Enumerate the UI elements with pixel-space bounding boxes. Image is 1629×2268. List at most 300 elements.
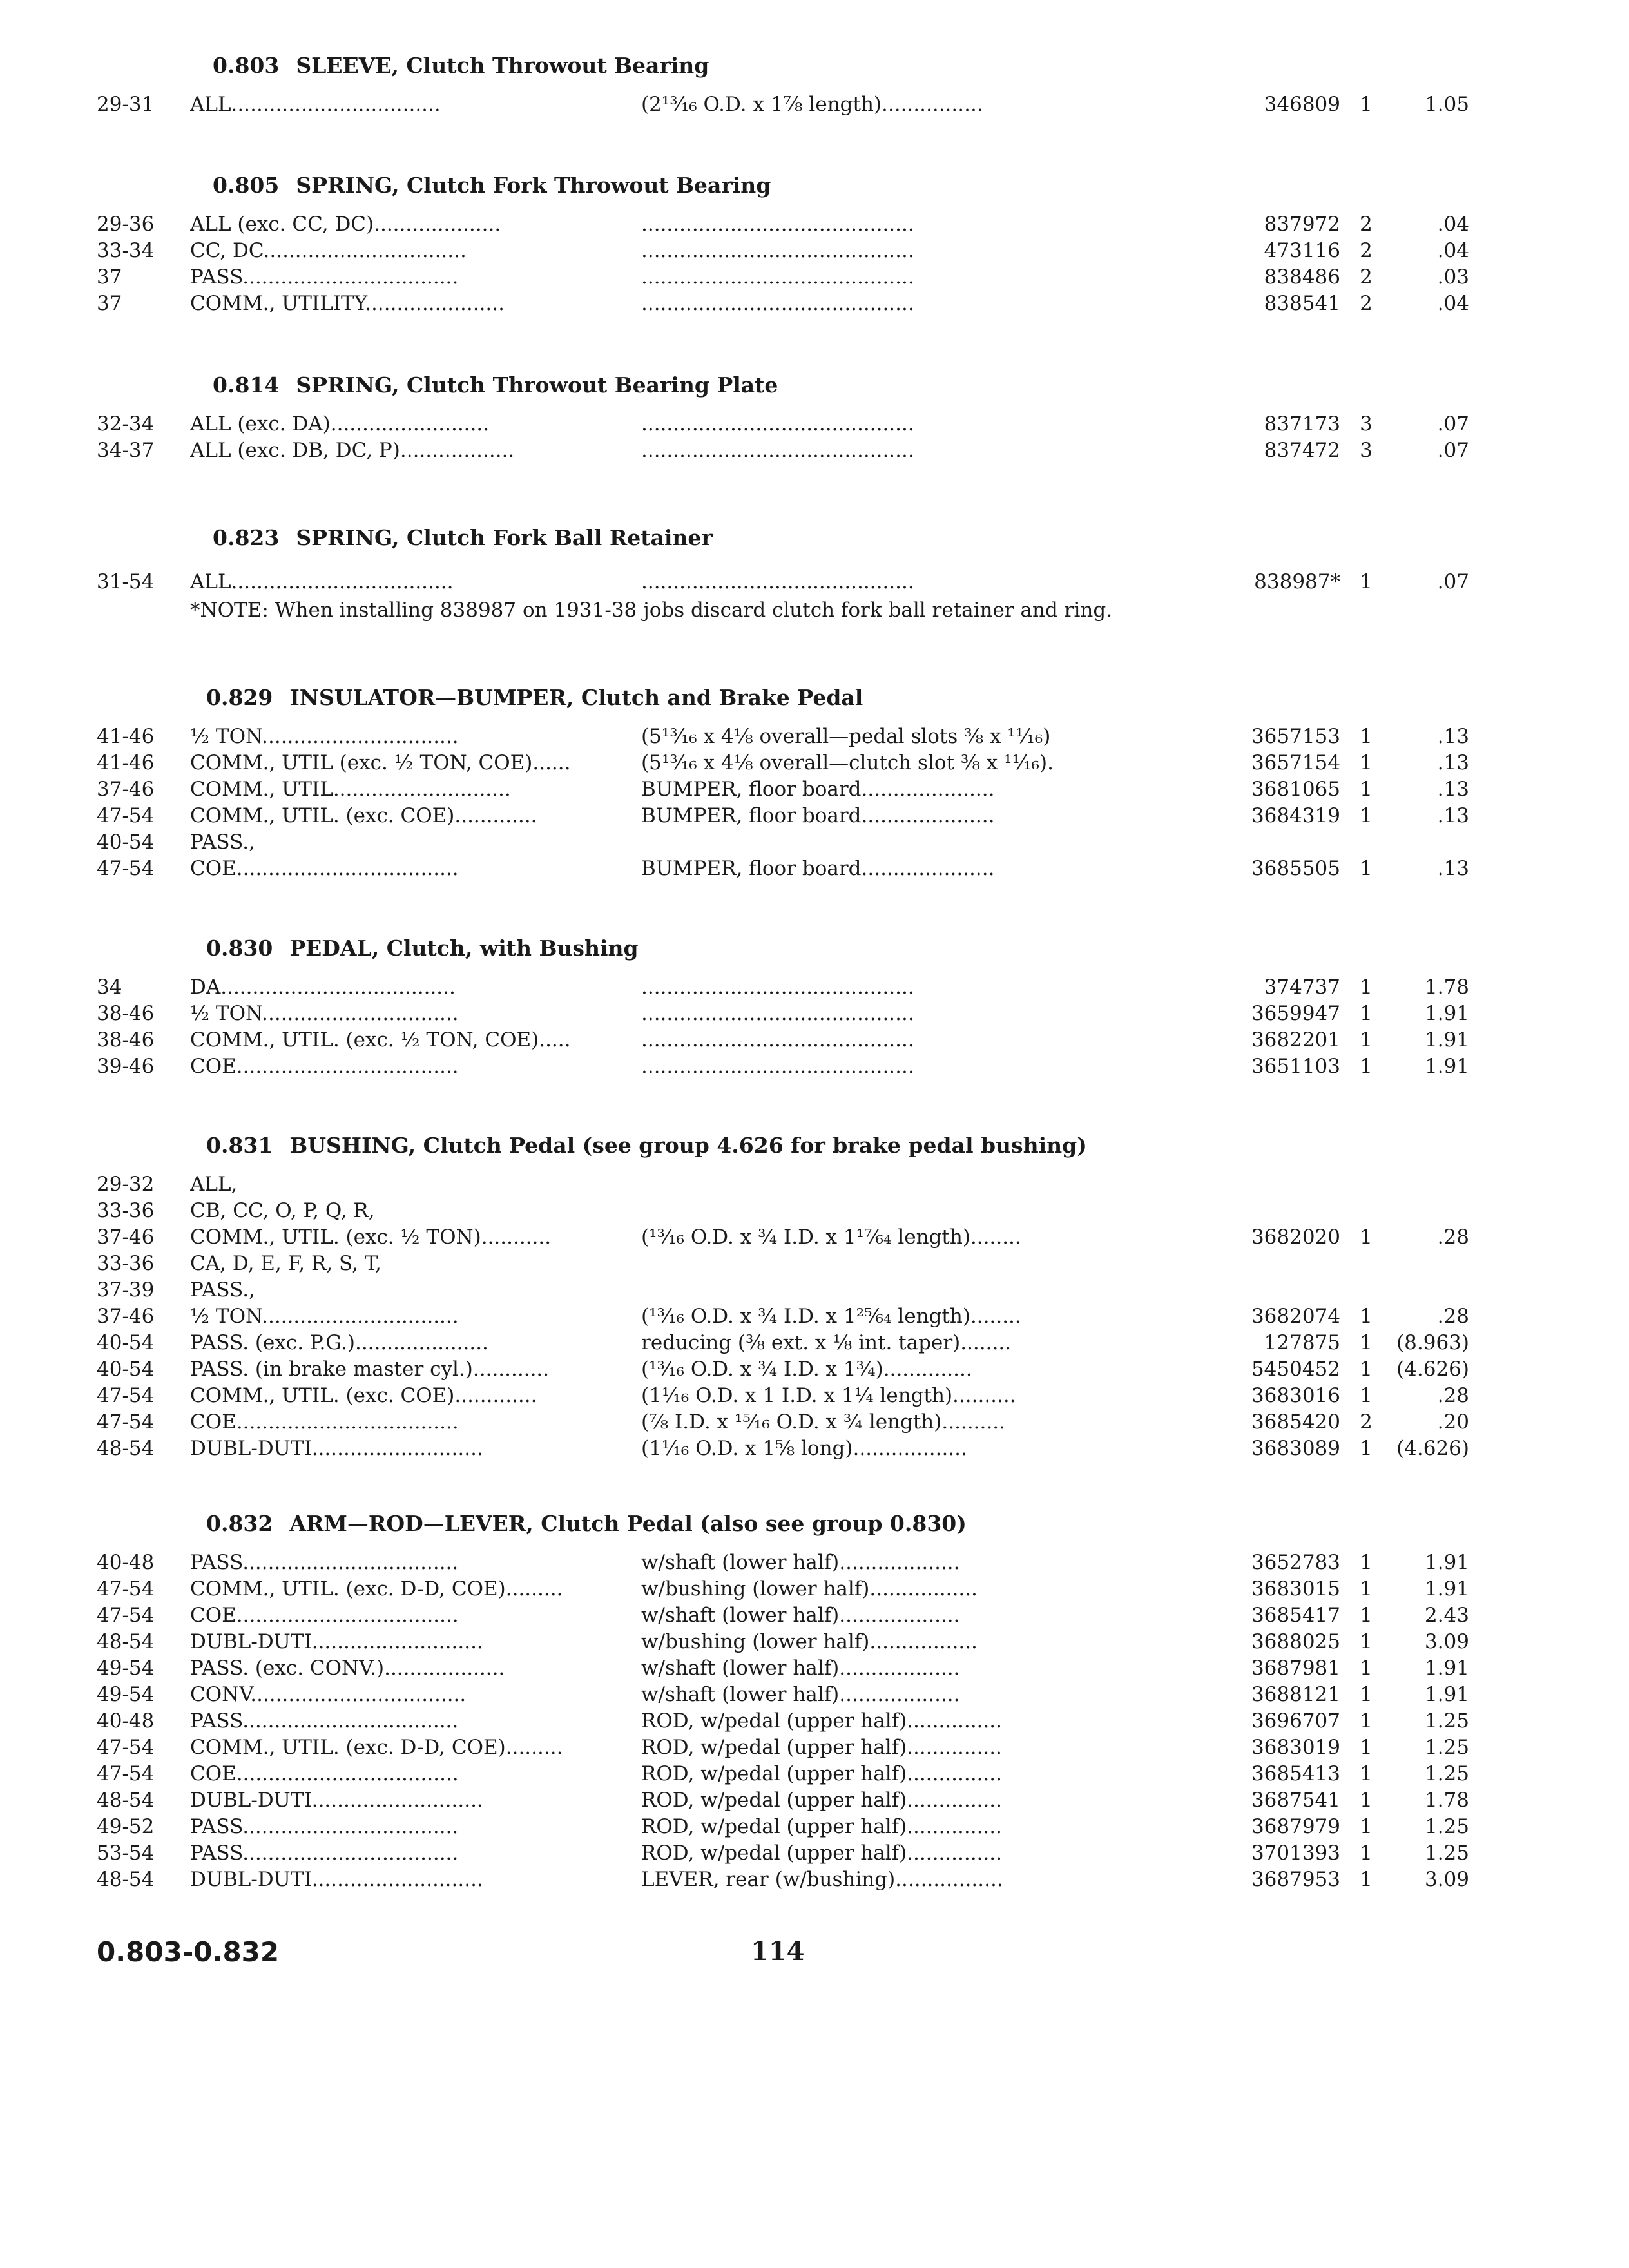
application-cell: PASS..................................: [190, 265, 459, 289]
quantity-cell: 1: [1360, 1789, 1373, 1812]
section-title: SPRING, Clutch Fork Throwout Bearing: [296, 173, 771, 198]
section-heading: [213, 519, 1534, 557]
price-cell: .07: [1437, 439, 1469, 462]
table-row: [97, 856, 1469, 882]
part-number-cell: 346809: [1264, 93, 1340, 116]
section-title: SPRING, Clutch Throwout Bearing Plate: [296, 372, 778, 398]
years-cell: 48-54: [97, 1868, 155, 1891]
description-cell: w/shaft (lower half)...................: [641, 1551, 960, 1574]
price-cell: .13: [1437, 725, 1469, 748]
application-cell: COMM., UTIL............................: [190, 778, 511, 801]
price-cell: .07: [1437, 412, 1469, 436]
table-row: [97, 1409, 1469, 1436]
application-cell: COE...................................: [190, 857, 459, 880]
application-cell: ½ TON...............................: [190, 1305, 459, 1328]
quantity-cell: 1: [1360, 857, 1373, 880]
application-cell: CONV..................................: [190, 1683, 467, 1706]
table-row: [97, 1576, 1469, 1602]
price-cell: (4.626): [1396, 1437, 1469, 1460]
quantity-cell: 1: [1360, 1709, 1373, 1733]
section-heading: [206, 1504, 1527, 1543]
quantity-cell: 2: [1360, 265, 1373, 289]
years-cell: 40-54: [97, 1358, 155, 1381]
part-number-cell: 374737: [1264, 975, 1340, 999]
price-cell: .20: [1437, 1410, 1469, 1434]
quantity-cell: 1: [1360, 1358, 1373, 1381]
description-cell: ROD, w/pedal (upper half)...............: [641, 1789, 1002, 1812]
price-cell: 1.05: [1424, 93, 1469, 116]
description-cell: ROD, w/pedal (upper half)...............: [641, 1762, 1002, 1785]
table-row: [97, 238, 1469, 264]
section-title: INSULATOR—BUMPER, Clutch and Brake Pedal: [289, 685, 863, 710]
years-cell: 40-48: [97, 1709, 155, 1733]
part-number-cell: 3685420: [1251, 1410, 1340, 1434]
years-cell: 29-32: [97, 1173, 155, 1196]
section-heading: [213, 46, 1534, 85]
application-cell: ALL.................................: [190, 93, 441, 116]
table-row: [97, 1001, 1469, 1027]
table-row: [97, 91, 1469, 118]
section-title: BUSHING, Clutch Pedal (see group 4.626 for brake pedal bushing): [289, 1133, 1087, 1158]
part-number-cell: 3683015: [1251, 1577, 1340, 1600]
part-number-cell: 3652783: [1251, 1551, 1340, 1574]
section-title: ARM—ROD—LEVER, Clutch Pedal (also see group 0.830): [289, 1511, 967, 1536]
years-cell: 37: [97, 265, 122, 289]
table-row: [97, 1224, 1469, 1251]
table-row: [97, 1735, 1469, 1761]
section-heading: [206, 678, 1527, 717]
table-row: [97, 776, 1469, 803]
years-cell: 40-54: [97, 1331, 155, 1354]
years-cell: 48-54: [97, 1630, 155, 1653]
table-row: [97, 411, 1469, 437]
price-cell: 3.09: [1424, 1630, 1469, 1653]
table-row: [97, 1867, 1469, 1893]
table-row: [97, 1708, 1469, 1735]
description-cell: ...........................................: [641, 570, 914, 593]
years-cell: 34-37: [97, 439, 155, 462]
section-0-832: [97, 1504, 1469, 1893]
table-row: [97, 724, 1469, 750]
application-cell: DUBL-DUTI...........................: [190, 1437, 483, 1460]
description-cell: ...........................................: [641, 213, 914, 236]
price-cell: .04: [1437, 239, 1469, 262]
application-cell: COE...................................: [190, 1055, 459, 1078]
part-number-cell: 3685505: [1251, 857, 1340, 880]
description-cell: (⅞ I.D. x ¹⁵⁄₁₆ O.D. x ¾ length)..........: [641, 1410, 1005, 1434]
table-row: [97, 264, 1469, 291]
part-number-cell: 3682201: [1251, 1028, 1340, 1052]
description-cell: ROD, w/pedal (upper half)...............: [641, 1736, 1002, 1759]
price-cell: .13: [1437, 778, 1469, 801]
quantity-cell: 1: [1360, 804, 1373, 827]
application-cell: ½ TON...............................: [190, 1002, 459, 1025]
table-row: [97, 291, 1469, 317]
part-number-cell: 838987*: [1254, 570, 1340, 593]
part-number-cell: 3685417: [1251, 1604, 1340, 1627]
section-0-829: [97, 678, 1469, 882]
section-number: 0.814: [213, 372, 280, 398]
application-cell: ALL...................................: [190, 570, 454, 593]
application-cell: ALL (exc. DA).........................: [190, 412, 490, 436]
part-number-cell: 3657153: [1251, 725, 1340, 748]
application-cell: CC, DC................................: [190, 239, 467, 262]
table-row: [97, 803, 1469, 829]
application-cell: CB, CC, O, P, Q, R,: [190, 1199, 375, 1222]
years-cell: 33-36: [97, 1199, 155, 1222]
years-cell: 48-54: [97, 1789, 155, 1812]
application-cell: PASS.,: [190, 1278, 255, 1302]
price-cell: 1.78: [1424, 975, 1469, 999]
description-cell: ...........................................: [641, 1055, 914, 1078]
application-cell: COMM., UTIL. (exc. COE).............: [190, 804, 537, 827]
years-cell: 47-54: [97, 1762, 155, 1785]
price-cell: .13: [1437, 804, 1469, 827]
section-number: 0.832: [206, 1511, 273, 1536]
table-row: [97, 1171, 1418, 1198]
description-cell: w/shaft (lower half)...................: [641, 1657, 960, 1680]
description-cell: ...........................................: [641, 292, 914, 315]
quantity-cell: 1: [1360, 1551, 1373, 1574]
price-cell: 1.91: [1424, 1055, 1469, 1078]
table-row: [97, 211, 1469, 238]
years-cell: 41-46: [97, 751, 155, 774]
part-number-cell: 3687981: [1251, 1657, 1340, 1680]
years-cell: 37: [97, 292, 122, 315]
price-cell: 1.25: [1424, 1736, 1469, 1759]
application-cell: PASS. (exc. P.G.).....................: [190, 1331, 488, 1354]
table-row: [97, 750, 1469, 776]
years-cell: 49-54: [97, 1657, 155, 1680]
section-heading: [213, 366, 1534, 405]
quantity-cell: 3: [1360, 412, 1373, 436]
section-0-805: [97, 166, 1469, 317]
price-cell: 1.25: [1424, 1762, 1469, 1785]
application-cell: ALL,: [190, 1173, 238, 1196]
years-cell: 49-54: [97, 1683, 155, 1706]
years-cell: 37-46: [97, 778, 155, 801]
application-cell: COMM., UTIL. (exc. D-D, COE).........: [190, 1577, 563, 1600]
quantity-cell: 1: [1360, 570, 1373, 593]
application-cell: PASS. (in brake master cyl.)............: [190, 1358, 550, 1381]
description-cell: (¹³⁄₁₆ O.D. x ¾ I.D. x 1²⁵⁄₆₄ length)........: [641, 1305, 1021, 1328]
application-cell: COMM., UTIL. (exc. ½ TON)...........: [190, 1225, 552, 1249]
part-number-cell: 3684319: [1251, 804, 1340, 827]
table-row: [97, 1027, 1469, 1053]
quantity-cell: 3: [1360, 439, 1373, 462]
description-cell: ROD, w/pedal (upper half)...............: [641, 1815, 1002, 1838]
section-title: PEDAL, Clutch, with Bushing: [289, 936, 639, 961]
quantity-cell: 2: [1360, 292, 1373, 315]
years-cell: 29-36: [97, 213, 155, 236]
section-0-814: [97, 366, 1469, 464]
table-row: [97, 1550, 1469, 1576]
price-cell: 1.91: [1424, 1683, 1469, 1706]
description-cell: (1¹⁄₁₆ O.D. x 1⅝ long)..................: [641, 1437, 967, 1460]
part-number-cell: 838541: [1264, 292, 1340, 315]
quantity-cell: 1: [1360, 778, 1373, 801]
part-number-cell: 3682020: [1251, 1225, 1340, 1249]
description-cell: (2¹³⁄₁₆ O.D. x 1⅞ length)................: [641, 93, 983, 116]
application-cell: COMM., UTIL. (exc. D-D, COE).........: [190, 1736, 563, 1759]
price-cell: .28: [1437, 1225, 1469, 1249]
part-number-cell: 473116: [1264, 239, 1340, 262]
quantity-cell: 1: [1360, 1683, 1373, 1706]
description-cell: BUMPER, floor board.....................: [641, 804, 995, 827]
section-number: 0.831: [206, 1133, 273, 1158]
price-cell: .03: [1437, 265, 1469, 289]
application-cell: DUBL-DUTI...........................: [190, 1868, 483, 1891]
years-cell: 47-54: [97, 1604, 155, 1627]
quantity-cell: 1: [1360, 1437, 1373, 1460]
part-number-cell: 3681065: [1251, 778, 1340, 801]
section-0-823: [97, 519, 1469, 625]
price-cell: 1.25: [1424, 1841, 1469, 1865]
section-0-831: [97, 1126, 1469, 1462]
application-cell: PASS..................................: [190, 1551, 459, 1574]
application-cell: COMM., UTIL (exc. ½ TON, COE)......: [190, 751, 571, 774]
years-cell: 47-54: [97, 1384, 155, 1407]
price-cell: .28: [1437, 1305, 1469, 1328]
price-cell: (8.963): [1396, 1331, 1469, 1354]
group-range: 0.803-0.832: [97, 1936, 280, 1968]
years-cell: 31-54: [97, 570, 155, 593]
application-cell: ALL (exc. CC, DC)....................: [190, 213, 501, 236]
table-row: [97, 1356, 1469, 1383]
part-number-cell: 3688025: [1251, 1630, 1340, 1653]
years-cell: 48-54: [97, 1437, 155, 1460]
application-cell: DUBL-DUTI...........................: [190, 1789, 483, 1812]
quantity-cell: 1: [1360, 975, 1373, 999]
years-cell: 53-54: [97, 1841, 155, 1865]
years-cell: 37-39: [97, 1278, 155, 1302]
years-cell: 38-46: [97, 1002, 155, 1025]
part-number-cell: 3682074: [1251, 1305, 1340, 1328]
price-cell: 1.91: [1424, 1657, 1469, 1680]
section-number: 0.829: [206, 685, 273, 710]
section-number: 0.803: [213, 53, 280, 78]
price-cell: 1.91: [1424, 1577, 1469, 1600]
description-cell: BUMPER, floor board.....................: [641, 857, 995, 880]
part-number-cell: 3688121: [1251, 1683, 1340, 1706]
description-cell: ROD, w/pedal (upper half)...............: [641, 1709, 1002, 1733]
years-cell: 49-52: [97, 1815, 155, 1838]
description-cell: (¹³⁄₁₆ O.D. x ¾ I.D. x 1¾)..............: [641, 1358, 972, 1381]
description-cell: w/bushing (lower half).................: [641, 1577, 978, 1600]
application-cell: PASS..................................: [190, 1815, 459, 1838]
years-cell: 34: [97, 975, 122, 999]
quantity-cell: 1: [1360, 1604, 1373, 1627]
description-cell: ...........................................: [641, 265, 914, 289]
table-row: [97, 569, 1469, 595]
part-number-cell: 3696707: [1251, 1709, 1340, 1733]
table-row: [97, 1840, 1469, 1867]
quantity-cell: 1: [1360, 1815, 1373, 1838]
table-row: [97, 1814, 1469, 1840]
years-cell: 47-54: [97, 857, 155, 880]
application-cell: PASS.,: [190, 831, 255, 854]
section-title: SPRING, Clutch Fork Ball Retainer: [296, 525, 713, 550]
description-cell: reducing (⅜ ext. x ⅛ int. taper)........: [641, 1331, 1012, 1354]
description-cell: (5¹³⁄₁₆ x 4⅛ overall—clutch slot ⅜ x ¹¹⁄₁₆).: [641, 751, 1054, 774]
price-cell: 1.78: [1424, 1789, 1469, 1812]
quantity-cell: 1: [1360, 1841, 1373, 1865]
price-cell: .04: [1437, 213, 1469, 236]
price-cell: .04: [1437, 292, 1469, 315]
price-cell: 2.43: [1424, 1604, 1469, 1627]
section-number: 0.805: [213, 173, 280, 198]
section-heading: [206, 1126, 1527, 1165]
table-row: [97, 1330, 1469, 1356]
years-cell: 40-48: [97, 1551, 155, 1574]
price-cell: .07: [1437, 570, 1469, 593]
part-number-cell: 3683019: [1251, 1736, 1340, 1759]
application-cell: ALL (exc. DB, DC, P)..................: [190, 439, 515, 462]
part-number-cell: 3659947: [1251, 1002, 1340, 1025]
application-cell: ½ TON...............................: [190, 725, 459, 748]
table-row: [97, 1383, 1469, 1409]
table-row: [97, 1436, 1469, 1462]
table-row: [97, 1761, 1469, 1787]
part-number-cell: 837173: [1264, 412, 1340, 436]
table-row: [97, 1655, 1469, 1682]
description-cell: (¹³⁄₁₆ O.D. x ¾ I.D. x 1¹⁷⁄₆₄ length)........: [641, 1225, 1021, 1249]
section-number: 0.823: [213, 525, 280, 550]
description-cell: (1¹⁄₁₆ O.D. x 1 I.D. x 1¼ length)..........: [641, 1384, 1016, 1407]
years-cell: 29-31: [97, 93, 155, 116]
table-row: [97, 1602, 1469, 1629]
price-cell: .13: [1437, 751, 1469, 774]
quantity-cell: 1: [1360, 751, 1373, 774]
years-cell: 39-46: [97, 1055, 155, 1078]
quantity-cell: 2: [1360, 213, 1373, 236]
years-cell: 33-34: [97, 239, 155, 262]
quantity-cell: 1: [1360, 1305, 1373, 1328]
part-number-cell: 3687953: [1251, 1868, 1340, 1891]
years-cell: 37-46: [97, 1305, 155, 1328]
section-heading: [213, 166, 1534, 205]
price-cell: 1.91: [1424, 1551, 1469, 1574]
description-cell: ...........................................: [641, 439, 914, 462]
price-cell: 1.91: [1424, 1002, 1469, 1025]
price-cell: 1.25: [1424, 1815, 1469, 1838]
part-number-cell: 837472: [1264, 439, 1340, 462]
table-row: [97, 1277, 1418, 1303]
application-cell: COMM., UTIL. (exc. ½ TON, COE).....: [190, 1028, 571, 1052]
description-cell: w/bushing (lower half).................: [641, 1630, 978, 1653]
table-row: [97, 437, 1469, 464]
table-row: [97, 1303, 1469, 1330]
part-number-cell: 3685413: [1251, 1762, 1340, 1785]
description-cell: ...........................................: [641, 1028, 914, 1052]
quantity-cell: 1: [1360, 1055, 1373, 1078]
part-number-cell: 3687541: [1251, 1789, 1340, 1812]
application-cell: COMM., UTILITY......................: [190, 292, 505, 315]
section-0-803: [97, 46, 1469, 118]
table-row: [97, 974, 1469, 1001]
description-cell: w/shaft (lower half)...................: [641, 1604, 960, 1627]
price-cell: .28: [1437, 1384, 1469, 1407]
quantity-cell: 1: [1360, 725, 1373, 748]
description-cell: ROD, w/pedal (upper half)...............: [641, 1841, 1002, 1865]
application-cell: COE...................................: [190, 1762, 459, 1785]
part-number-cell: 3683016: [1251, 1384, 1340, 1407]
years-cell: 41-46: [97, 725, 155, 748]
quantity-cell: 1: [1360, 1384, 1373, 1407]
section-heading: [206, 929, 1527, 968]
application-cell: COE...................................: [190, 1410, 459, 1434]
quantity-cell: 1: [1360, 1331, 1373, 1354]
price-cell: .13: [1437, 857, 1469, 880]
years-cell: 37-46: [97, 1225, 155, 1249]
application-cell: COMM., UTIL. (exc. COE).............: [190, 1384, 537, 1407]
years-cell: 40-54: [97, 831, 155, 854]
part-number-cell: 837972: [1264, 213, 1340, 236]
description-cell: ...........................................: [641, 975, 914, 999]
quantity-cell: 1: [1360, 1868, 1373, 1891]
part-number-cell: 3687979: [1251, 1815, 1340, 1838]
table-row: [97, 1682, 1469, 1708]
application-cell: PASS..................................: [190, 1709, 459, 1733]
description-cell: LEVER, rear (w/bushing).................: [641, 1868, 1003, 1891]
table-row: [97, 1251, 1418, 1277]
quantity-cell: 2: [1360, 1410, 1373, 1434]
part-number-cell: 3657154: [1251, 751, 1340, 774]
years-cell: 32-34: [97, 412, 155, 436]
quantity-cell: 1: [1360, 1028, 1373, 1052]
quantity-cell: 1: [1360, 1630, 1373, 1653]
table-row: [97, 1629, 1469, 1655]
years-cell: 47-54: [97, 1736, 155, 1759]
application-cell: DA.....................................: [190, 975, 456, 999]
part-number-cell: 3683089: [1251, 1437, 1340, 1460]
years-cell: 33-36: [97, 1252, 155, 1275]
quantity-cell: 1: [1360, 1657, 1373, 1680]
price-cell: (4.626): [1396, 1358, 1469, 1381]
application-cell: DUBL-DUTI...........................: [190, 1630, 483, 1653]
page-number: 114: [751, 1936, 805, 1966]
description-cell: ...........................................: [641, 1002, 914, 1025]
section-title: SLEEVE, Clutch Throwout Bearing: [296, 53, 709, 78]
quantity-cell: 1: [1360, 1225, 1373, 1249]
description-cell: BUMPER, floor board.....................: [641, 778, 995, 801]
application-cell: CA, D, E, F, R, S, T,: [190, 1252, 381, 1275]
application-cell: PASS. (exc. CONV.)...................: [190, 1657, 505, 1680]
quantity-cell: 1: [1360, 1736, 1373, 1759]
part-number-cell: 3701393: [1251, 1841, 1340, 1865]
years-cell: 47-54: [97, 804, 155, 827]
quantity-cell: 1: [1360, 93, 1373, 116]
part-number-cell: 838486: [1264, 265, 1340, 289]
table-row: [97, 1787, 1469, 1814]
table-row: [97, 1198, 1418, 1224]
price-cell: 1.25: [1424, 1709, 1469, 1733]
part-number-cell: 127875: [1264, 1331, 1340, 1354]
quantity-cell: 1: [1360, 1002, 1373, 1025]
description-cell: (5¹³⁄₁₆ x 4⅛ overall—pedal slots ⅜ x ¹¹⁄₁₆): [641, 725, 1051, 748]
price-cell: 3.09: [1424, 1868, 1469, 1891]
table-row: [97, 1053, 1469, 1080]
description-cell: ...........................................: [641, 239, 914, 262]
quantity-cell: 1: [1360, 1762, 1373, 1785]
quantity-cell: 2: [1360, 239, 1373, 262]
part-number-cell: 5450452: [1251, 1358, 1340, 1381]
section-number: 0.830: [206, 936, 273, 961]
quantity-cell: 1: [1360, 1577, 1373, 1600]
description-cell: ...........................................: [641, 412, 914, 436]
years-cell: 47-54: [97, 1577, 155, 1600]
application-cell: PASS..................................: [190, 1841, 459, 1865]
